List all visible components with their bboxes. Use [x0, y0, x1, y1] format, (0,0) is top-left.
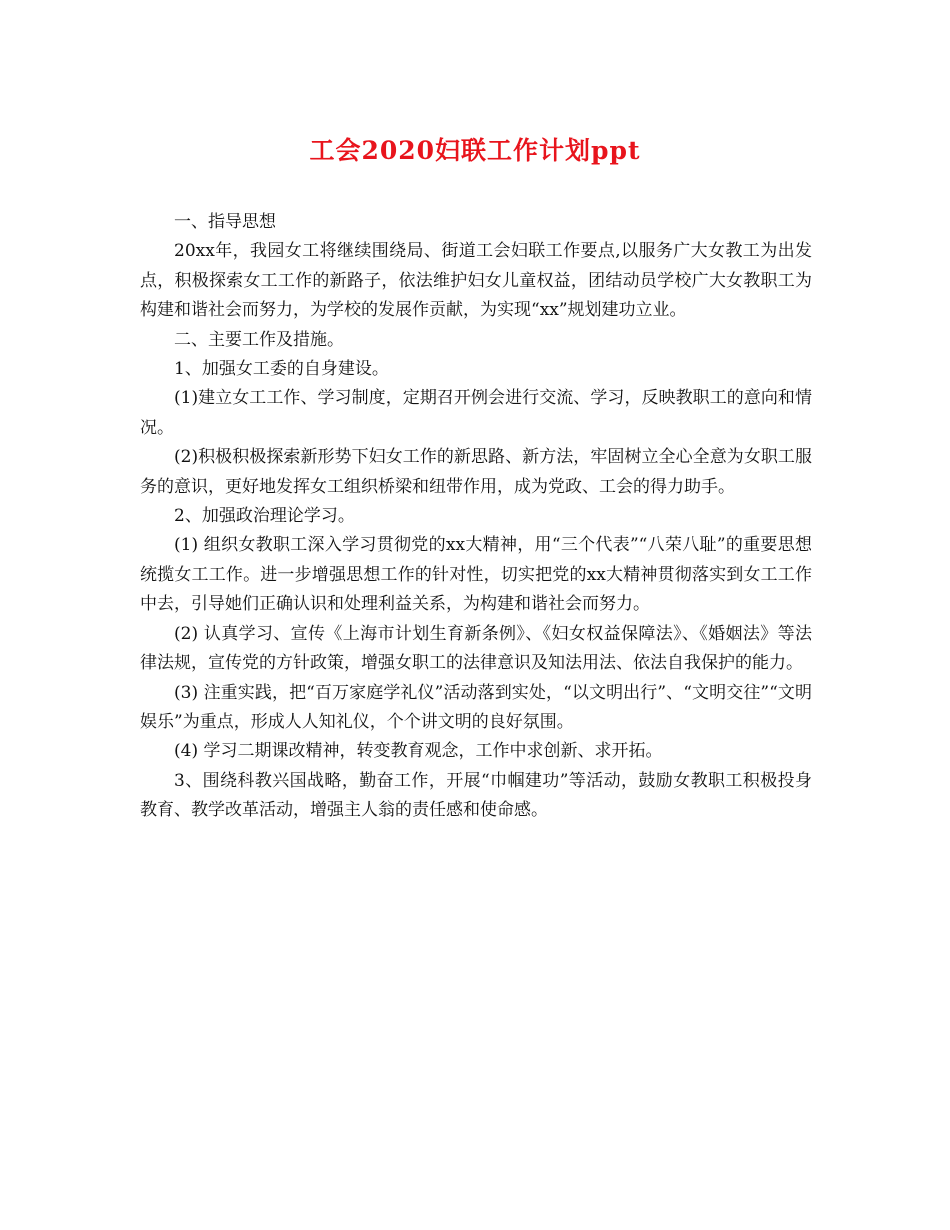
section-heading-main-work: 二、主要工作及措施。	[174, 329, 344, 350]
list-item-1-2: (2)积极积极探索新形势下妇女工作的新思路、新方法，牢固树立全心全意为女职工服务的意识，更好地发挥女工组织桥梁和纽带作用，成为党政、工会的得力助手。	[140, 447, 812, 497]
list-item-2-2: (2) 认真学习、宣传《上海市计划生育新条例》、《妇女权益保障法》、《婚姻法》等法律法规，宣传党的方针政策，增强女职工的法律意识及知法用法、依法自我保护的能力。	[140, 623, 812, 674]
paragraph-guiding-ideology: 20xx年，我园女工将继续围绕局、街道工会妇联工作要点,以服务广大女教工为出发点，积极探索女工工作的新路子，依法维护妇女儿童权益，团结动员学校广大女教职工为构建和谐社会而努力，为学校的发展作贡献，为实现“xx”规划建功立业。	[140, 241, 812, 321]
section-heading-guiding-ideology: 一、指导思想	[174, 212, 276, 232]
subheading-political-study: 2、加强政治理论学习。	[174, 506, 355, 527]
subheading-self-building: 1、加强女工委的自身建设。	[174, 359, 389, 380]
list-item-2-3: (3) 注重实践，把“百万家庭学礼仪”活动落到实处，“以文明出行”、“文明交往”“文明娱乐”为重点，形成人人知礼仪，个个讲文明的良好氛围。	[140, 682, 812, 732]
document-body	[140, 208, 812, 826]
list-item-2-4: (4) 学习二期课改精神，转变教育观念，工作中求创新、求开拓。	[174, 741, 663, 762]
subheading-science-education: 3、围绕科教兴国战略，勤奋工作，开展“巾帼建功”等活动，鼓励女教职工积极投身教育、教学改革活动，增强主人翁的责任感和使命感。	[140, 770, 812, 821]
list-item-1-1: (1)建立女工工作、学习制度，定期召开例会进行交流、学习，反映教职工的意向和情况。	[140, 388, 812, 438]
list-item-2-1: (1) 组织女教职工深入学习贯彻党的xx大精神，用“三个代表”“八荣八耻”的重要思想统揽女工工作。进一步增强思想工作的针对性，切实把党的xx大精神贯彻落实到女工工作中去，引导她们正确认识和处理利益关系，为构建和谐社会而努力。	[140, 535, 812, 615]
document-title: 工会2020妇联工作计划ppt	[309, 136, 641, 165]
